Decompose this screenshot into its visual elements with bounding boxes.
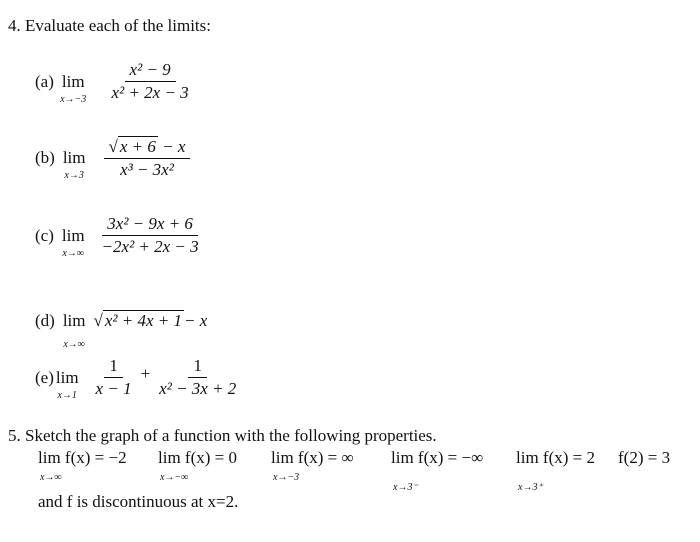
- denominator: −2x² + 2x − 3: [101, 237, 199, 256]
- numerator: 1: [104, 356, 123, 378]
- limit-expression: lim f(x) = 0: [158, 448, 237, 467]
- lim-text: lim: [55, 367, 79, 387]
- discontinuity-note: and f is discontinuous at x=2.: [38, 492, 239, 511]
- limit-expression: lim f(x) = −2: [38, 448, 127, 467]
- limit-property: [516, 448, 595, 493]
- numerator-rest: − x: [157, 137, 186, 156]
- limit-subscript: x→−∞: [160, 472, 189, 483]
- part-label: (c): [35, 225, 54, 245]
- radicand: x² + 4x + 1: [104, 311, 182, 330]
- limit-subscript: x→3⁺: [518, 482, 543, 493]
- limit-expression: lim f(x) = ∞: [271, 448, 354, 467]
- part-b: [35, 136, 194, 180]
- radical-sign-icon: √: [108, 137, 118, 156]
- fraction-1: [91, 356, 137, 399]
- limit-operator: [61, 225, 85, 259]
- limit-subscript: x→−3: [60, 93, 87, 105]
- part-label: (b): [35, 148, 55, 167]
- limit-subscript: x→−3: [273, 472, 300, 483]
- part-label: (d): [35, 310, 55, 330]
- numerator: 3x² − 9x + 6: [102, 214, 198, 236]
- limit-expression: lim f(x) = 2: [516, 448, 595, 467]
- limit-operator: [55, 367, 79, 401]
- limit-operator: [62, 310, 86, 350]
- limit-operator: [60, 71, 87, 105]
- limit-operator: [62, 148, 86, 181]
- limit-subscript: x→3: [64, 170, 84, 181]
- denominator: x³ − 3x²: [120, 160, 174, 179]
- fraction: [107, 60, 194, 103]
- limit-expression: lim f(x) = −∞: [391, 448, 484, 467]
- fraction: [97, 214, 204, 257]
- fraction-2: [154, 356, 241, 399]
- value-expression: f(2) = 3: [618, 448, 671, 467]
- square-root: [94, 310, 184, 331]
- part-c: [35, 214, 208, 257]
- limit-property: [271, 448, 354, 483]
- radicand: x + 6: [119, 137, 156, 156]
- limit-property: [158, 448, 237, 483]
- part-a: [35, 60, 198, 103]
- limit-property: [38, 448, 127, 483]
- limit-subscript: x→3⁻: [393, 482, 418, 493]
- limit-subscript: x→∞: [63, 338, 85, 350]
- part-d: [35, 310, 208, 350]
- lim-text: lim: [62, 310, 86, 330]
- numerator: 1: [188, 356, 207, 378]
- numerator: x² − 9: [125, 60, 176, 82]
- expression-rest: − x: [183, 310, 208, 330]
- part-label: (a): [35, 71, 54, 91]
- denominator: x² + 2x − 3: [111, 83, 189, 102]
- question-5-heading: 5. Sketch the graph of a function with the following properties.: [8, 426, 437, 445]
- limit-property: [391, 448, 484, 493]
- lim-text: lim: [61, 71, 85, 91]
- question-4-heading: 4. Evaluate each of the limits:: [8, 16, 211, 35]
- lim-text: lim: [62, 148, 86, 167]
- limit-subscript: x→1: [57, 389, 77, 401]
- part-label: (e): [35, 367, 54, 387]
- part-e: [35, 356, 245, 399]
- limit-properties: [38, 448, 698, 498]
- denominator: x² − 3x + 2: [159, 379, 237, 398]
- function-value: [618, 448, 670, 468]
- denominator: x − 1: [95, 379, 132, 398]
- fraction: [104, 136, 191, 180]
- numerator: [104, 136, 191, 159]
- limit-subscript: x→∞: [62, 247, 84, 259]
- plus-sign: +: [140, 363, 151, 383]
- radical-sign-icon: √: [93, 311, 103, 330]
- square-root: [109, 136, 158, 157]
- lim-text: lim: [61, 225, 85, 245]
- limit-subscript: x→∞: [40, 472, 62, 483]
